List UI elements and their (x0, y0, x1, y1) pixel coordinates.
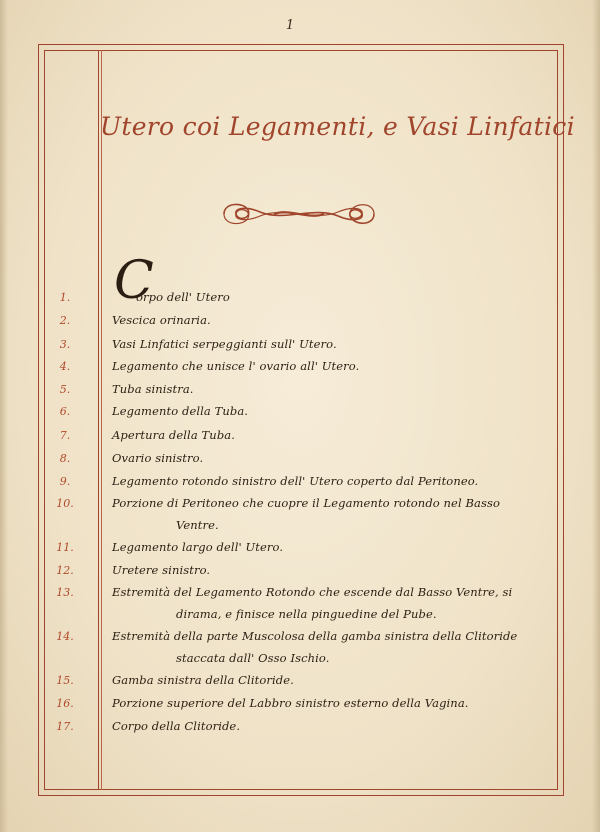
entry-text: Porzione di Peritoneo che cuopre il Legamento rotondo nel Basso (112, 496, 501, 510)
entry-text: Vescica orinaria. (112, 313, 211, 327)
entry-number: 3. (59, 338, 71, 351)
entry-number: 10. (56, 497, 74, 510)
entry-text-continuation: dirama, e finisce nella pinguedine del Pube. (176, 607, 437, 621)
page-number: 1 (285, 18, 295, 33)
entry-text: Corpo della Clitoride. (112, 719, 241, 733)
entry-number: 13. (56, 586, 74, 599)
entry-text: Legamento largo dell' Utero. (112, 540, 284, 554)
entry-text-continuation: Ventre. (176, 518, 219, 532)
entry-number: 9. (59, 475, 71, 488)
entry-number: 8. (59, 452, 71, 465)
entry-text: Porzione superiore del Labbro sinistro esterno della Vagina. (112, 696, 469, 710)
paper-edge-left (0, 0, 8, 832)
entry-number: 4. (59, 360, 71, 373)
entry-text: Legamento che unisce l' ovario all' Utero. (112, 359, 360, 373)
entry-text: Legamento rotondo sinistro dell' Utero coperto dal Peritoneo. (112, 474, 479, 488)
entry-text: orpo dell' Utero (136, 290, 230, 304)
entry-number: 17. (56, 720, 74, 733)
entry-text: Apertura della Tuba. (112, 428, 235, 442)
entry-number: 12. (56, 564, 74, 577)
entry-text-continuation: staccata dall' Osso Ischio. (176, 651, 330, 665)
flourish-ornament-icon (214, 196, 384, 232)
entry-text: Gamba sinistra della Clitoride. (112, 673, 294, 687)
entry-number: 14. (56, 630, 74, 643)
entry-text: Legamento della Tuba. (112, 404, 249, 418)
entry-number: 15. (56, 674, 74, 687)
margin-rule (98, 50, 99, 790)
entry-number: 2. (59, 314, 71, 327)
entry-number: 16. (56, 697, 74, 710)
entry-text: Ovario sinistro. (112, 451, 204, 465)
margin-rule-secondary (101, 50, 102, 790)
entry-number: 5. (59, 383, 71, 396)
entry-number: 1. (59, 291, 71, 304)
decorated-initial: C (114, 251, 154, 311)
paper-edge-right (592, 0, 600, 832)
entry-text: Uretere sinistro. (112, 563, 211, 577)
page-title: Utero coi Legamenti, e Vasi Linfatici (100, 112, 575, 141)
entry-text: Estremità della parte Muscolosa della gamba sinistra della Clitoride (112, 629, 518, 643)
entry-text: Tuba sinistra. (112, 382, 194, 396)
entry-number: 7. (59, 429, 71, 442)
entry-text: Estremità del Legamento Rotondo che escende dal Basso Ventre, si (112, 585, 513, 599)
entry-number: 6. (59, 405, 71, 418)
entry-text: Vasi Linfatici serpeggianti sull' Utero. (112, 337, 337, 351)
entry-number: 11. (56, 541, 74, 554)
